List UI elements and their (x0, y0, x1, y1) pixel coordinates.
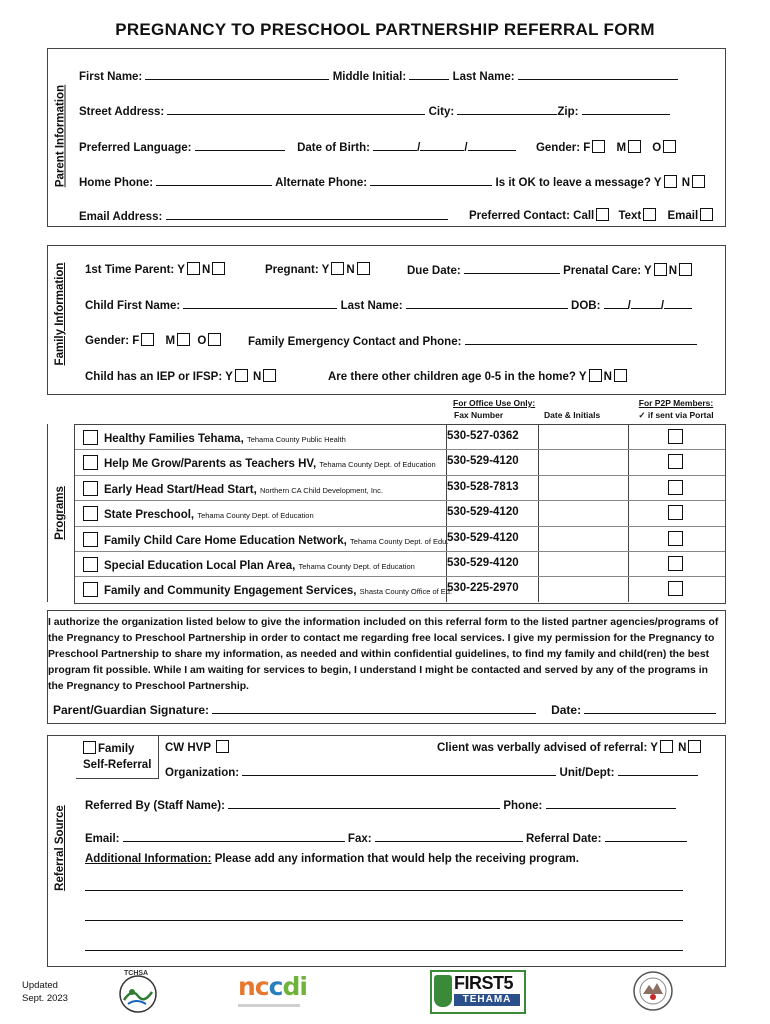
emergency-contact-label: Family Emergency Contact and Phone: (248, 336, 462, 348)
program-fax-number: 530-225-2970 (447, 582, 519, 595)
program-p2p-checkbox[interactable] (668, 454, 683, 469)
unit-field[interactable] (618, 764, 698, 776)
gender-o-checkbox[interactable] (663, 140, 676, 153)
first5-logo-hand-icon (434, 975, 452, 1007)
signature-row (53, 702, 716, 717)
additional-info-line-1[interactable] (85, 890, 683, 891)
additional-info-line-3[interactable] (85, 950, 683, 951)
program-p2p-checkbox[interactable] (668, 531, 683, 546)
other-children-y-checkbox[interactable] (589, 369, 602, 382)
program-fax-number: 530-527-0362 (447, 430, 519, 442)
middle-initial-field[interactable] (409, 68, 449, 80)
program-name-cell (83, 557, 415, 572)
referral-section-label: Referral Source (54, 805, 66, 891)
prenatal-label: Prenatal Care: Y (563, 265, 652, 277)
gender-m-label: M (616, 142, 627, 154)
program-name-separator: , (343, 534, 351, 547)
program-name-cell (83, 481, 383, 496)
additional-info-instructions: Please add any information that would help the receiving program. (214, 853, 579, 865)
parent-row-1 (79, 68, 678, 83)
parent-row-4 (79, 174, 707, 189)
street-field[interactable] (167, 103, 425, 115)
signature-date-field[interactable] (584, 702, 716, 714)
verbally-n-checkbox[interactable] (688, 740, 701, 753)
emergency-group (248, 333, 697, 348)
parent-row-5 (79, 208, 448, 223)
updated-date (22, 979, 68, 1005)
city-label: City: (428, 106, 455, 118)
program-organization: Tehama County Public Health (246, 435, 346, 444)
gender-o-label: O (652, 142, 662, 154)
iep-label: Child has an IEP or IFSP: Y (85, 371, 233, 383)
program-fax-number: 530-528-7813 (447, 480, 519, 493)
email-label: Email Address: (79, 211, 163, 223)
alt-phone-field[interactable] (370, 174, 492, 186)
program-row (75, 526, 725, 552)
due-date-group (407, 262, 694, 277)
verbally-advised-label: Client was verbally advised of referral: Y (437, 742, 658, 754)
child-dob-year-field[interactable] (664, 297, 692, 309)
message-n-label: N (681, 177, 691, 189)
message-y-checkbox[interactable] (664, 175, 677, 188)
family-section-label: Family Information (54, 262, 66, 366)
program-p2p-checkbox[interactable] (668, 505, 683, 520)
due-date-label: Due Date: (407, 265, 461, 277)
p2p-members-label: For P2P Members: (638, 398, 714, 408)
language-label: Preferred Language: (79, 142, 192, 154)
contact-email-label: Email (667, 210, 699, 222)
child-gender-label: Gender: F (85, 335, 140, 347)
verbally-y-checkbox[interactable] (660, 740, 673, 753)
gender-label: Gender: F (535, 142, 591, 154)
updated-label: Updated (22, 980, 58, 991)
cw-hvp-group (165, 740, 231, 754)
updated-date-value: Sept. 2023 (22, 993, 68, 1004)
prenatal-y-checkbox[interactable] (654, 263, 667, 276)
referral-date-label: Referral Date: (525, 833, 602, 845)
alt-phone-label: Alternate Phone: (275, 177, 368, 189)
referral-fax-field[interactable] (375, 830, 523, 842)
family-row-2 (85, 297, 692, 312)
dob-separator: / (417, 142, 421, 154)
program-p2p-checkbox[interactable] (668, 556, 683, 571)
referral-date-field[interactable] (605, 830, 687, 842)
verbally-n-label: N (678, 742, 687, 754)
pregnant-group (265, 262, 372, 276)
first-time-label: 1st Time Parent: Y (85, 264, 185, 276)
contact-text-label: Text (618, 210, 642, 222)
referral-email-row (85, 830, 687, 845)
other-children-label: Are there other children age 0-5 in the home? Y (328, 371, 587, 383)
shasta-county-seal (632, 970, 674, 1012)
program-fax-number: 530-529-4120 (447, 455, 519, 468)
first5-logo-title: FIRST5 (454, 973, 514, 993)
program-row (75, 424, 725, 450)
nccdi-logo-text-suffix: di (282, 972, 307, 1001)
family-row-4 (85, 369, 278, 383)
first5-logo-subtitle: TEHAMA (454, 994, 520, 1006)
first-time-n-label: N (201, 264, 211, 276)
program-name-separator: , (240, 433, 247, 445)
home-phone-field[interactable] (156, 174, 272, 186)
program-row (75, 576, 725, 601)
program-p2p-checkbox[interactable] (668, 581, 683, 596)
first-time-n-checkbox[interactable] (212, 262, 225, 275)
pregnant-y-checkbox[interactable] (331, 262, 344, 275)
referral-email-field[interactable] (123, 830, 345, 842)
organization-label: Organization: (165, 767, 240, 779)
p2p-sent-label: ✓ if sent via Portal (638, 410, 714, 420)
dob-day-field[interactable] (420, 139, 464, 151)
office-use-header (447, 397, 627, 421)
language-field[interactable] (195, 139, 285, 151)
referral-fax-label: Fax: (347, 833, 372, 845)
referred-by-label: Referred By (Staff Name): (85, 800, 225, 812)
program-organization: Tehama County Dept. of Edu. (350, 536, 449, 546)
date-initials-header: Date & Initials (544, 410, 601, 420)
child-last-name-label: Last Name: (340, 300, 403, 312)
emergency-contact-field[interactable] (465, 333, 697, 345)
program-name-cell (83, 582, 452, 597)
program-date-initials-field[interactable] (540, 477, 626, 497)
nccdi-logo-text-prefix: nc (238, 972, 269, 1001)
program-p2p-checkbox[interactable] (668, 429, 683, 444)
due-date-field[interactable] (464, 262, 560, 274)
referral-phone-field[interactable] (546, 797, 676, 809)
program-name-separator: , (353, 585, 360, 598)
program-select-checkbox[interactable] (83, 455, 98, 470)
gender-m-checkbox[interactable] (628, 140, 641, 153)
street-label: Street Address: (79, 106, 165, 118)
program-name: Family Child Care Home Education Network (104, 534, 344, 547)
message-n-checkbox[interactable] (692, 175, 705, 188)
prenatal-n-label: N (668, 265, 678, 277)
iep-n-label: N (253, 371, 262, 383)
program-row (75, 500, 725, 526)
pregnant-label: Pregnant: Y (265, 264, 330, 276)
program-organization: Tehama County Dept. of Education (197, 511, 314, 521)
pregnant-n-checkbox[interactable] (357, 262, 370, 275)
gender-f-checkbox[interactable] (592, 140, 605, 153)
zip-label: Zip: (557, 106, 579, 118)
nccdi-logo-child-icon: c (268, 972, 283, 1001)
program-name: Special Education Local Plan Area (104, 560, 293, 572)
program-fax-number: 530-529-4120 (447, 557, 519, 569)
form-title: PREGNANCY TO PRESCHOOL PARTNERSHIP REFERRAL FORM (115, 20, 655, 39)
county-seal-icon (632, 970, 674, 1012)
message-label: Is it OK to leave a message? Y (495, 177, 662, 189)
program-organization: Shasta County Office of Ed. (359, 587, 453, 597)
program-p2p-checkbox[interactable] (668, 480, 683, 495)
program-select-checkbox[interactable] (83, 481, 98, 496)
dob-month-field[interactable] (373, 139, 417, 151)
unit-label: Unit/Dept: (559, 767, 615, 779)
iep-y-checkbox[interactable] (235, 369, 248, 382)
child-dob-day-field[interactable] (631, 297, 661, 309)
last-name-field[interactable] (518, 68, 678, 80)
program-organization: Northern CA Child Development, Inc. (259, 485, 383, 495)
child-gender-m-label: M (165, 335, 176, 347)
organization-row (165, 764, 698, 779)
p2p-header (628, 397, 724, 421)
nccdi-logo-tagline-bar (238, 1004, 300, 1007)
parent-row-2 (79, 103, 670, 118)
program-name: State Preschool (104, 509, 191, 522)
signature-label: Parent/Guardian Signature: (53, 703, 210, 717)
zip-field[interactable] (582, 103, 670, 115)
parent-row-3 (79, 139, 678, 154)
program-row (75, 449, 725, 475)
program-name-cell (83, 430, 346, 445)
program-select-checkbox[interactable] (83, 506, 98, 521)
child-first-name-label: Child First Name: (85, 300, 181, 312)
first-name-label: First Name: (79, 71, 143, 83)
first5-logo (430, 970, 526, 1014)
program-name-cell (83, 506, 314, 521)
self-referral-checkbox[interactable] (83, 741, 96, 754)
signature-date-label: Date: (551, 703, 582, 717)
city-field[interactable] (457, 103, 557, 115)
dob-label: Date of Birth: (297, 142, 370, 154)
prenatal-n-checkbox[interactable] (679, 263, 692, 276)
dob-separator: / (464, 142, 468, 154)
program-select-checkbox[interactable] (83, 430, 98, 445)
home-phone-label: Home Phone: (79, 177, 154, 189)
parent-section-label: Parent Information (54, 84, 67, 188)
program-name-separator: , (190, 509, 198, 522)
self-referral-label-1: Family (98, 743, 135, 755)
child-dob-separator: / (660, 300, 665, 312)
child-dob-label: DOB: (571, 300, 601, 312)
child-gender-o-label: O (197, 335, 207, 347)
program-name: Early Head Start/Head Start (104, 483, 254, 496)
program-name-separator: , (253, 483, 260, 496)
email-field[interactable] (166, 208, 448, 220)
program-select-checkbox[interactable] (83, 532, 98, 547)
program-date-initials-field[interactable] (540, 528, 626, 548)
preferred-contact-group (469, 208, 715, 222)
child-gender-o-checkbox[interactable] (208, 333, 221, 346)
nccdi-logo (238, 972, 308, 1010)
other-children-n-label: N (603, 371, 612, 383)
program-date-initials-field[interactable] (540, 502, 626, 522)
additional-info-row (85, 853, 579, 865)
referral-phone-label: Phone: (503, 800, 543, 812)
tchsa-logo (116, 970, 160, 1014)
child-first-name-field[interactable] (183, 297, 337, 309)
program-row (75, 551, 725, 577)
additional-info-label: Additional Information: (85, 853, 212, 865)
contact-text-checkbox[interactable] (643, 208, 656, 221)
family-row-1 (85, 262, 227, 276)
program-fax-number: 530-529-4120 (447, 531, 519, 544)
program-organization: Tehama County Dept. of Education (319, 460, 436, 470)
family-self-referral (83, 741, 151, 773)
tchsa-logo-text: TCHSA (124, 970, 149, 977)
program-name-cell (83, 532, 448, 547)
program-name: Healthy Families Tehama (104, 433, 241, 445)
contact-label: Preferred Contact: Call (469, 210, 595, 222)
middle-initial-label: Middle Initial: (332, 71, 407, 83)
cw-hvp-checkbox[interactable] (216, 740, 229, 753)
contact-email-checkbox[interactable] (700, 208, 713, 221)
program-name-cell (83, 455, 436, 470)
authorization-text: I authorize the organization listed below to give the information included on this referral form to the listed partner agencies/programs of the Pregnancy to Preschool Partnership in order to contact me regarding free local services. I give my permission for the Pregnancy to Preschool Partnership to share my information, as needed and within confidential guidelines, to find my family and child(ren) the best program fit possible. While I am waiting for services to begin, I understand I might be contacted and served by any of the programs in the Pregnancy to Preschool Partnership. (48, 617, 719, 692)
referred-by-row (85, 797, 676, 812)
pregnant-n-label: N (346, 264, 355, 276)
programs-section-label: Programs (54, 486, 66, 540)
child-gender-m-checkbox[interactable] (177, 333, 190, 346)
program-select-checkbox[interactable] (83, 582, 98, 597)
signature-field[interactable] (212, 702, 536, 714)
contact-call-checkbox[interactable] (596, 208, 609, 221)
program-name-separator: , (292, 560, 299, 572)
program-date-initials-field[interactable] (540, 451, 626, 471)
program-select-checkbox[interactable] (83, 557, 98, 572)
cw-hvp-label: CW HVP (165, 742, 211, 754)
additional-info-line-2[interactable] (85, 920, 683, 921)
program-fax-number: 530-529-4120 (447, 506, 519, 519)
program-name: Family and Community Engagement Services (104, 585, 354, 598)
referred-by-field[interactable] (228, 797, 500, 809)
office-use-label: For Office Use Only: (453, 398, 536, 408)
family-row-3 (85, 333, 223, 347)
program-name: Help Me Grow/Parents as Teachers HV (104, 458, 314, 471)
self-referral-label-2: Self-Referral (83, 759, 152, 771)
program-row (75, 475, 725, 501)
child-dob-month-field[interactable] (604, 297, 628, 309)
dob-year-field[interactable] (468, 139, 516, 151)
other-children-n-checkbox[interactable] (614, 369, 627, 382)
referral-email-label: Email: (85, 833, 120, 845)
program-organization: Tehama County Dept. of Education (298, 562, 415, 571)
program-name-separator: , (313, 458, 320, 471)
organization-field[interactable] (242, 764, 556, 776)
program-date-initials-field[interactable] (540, 553, 626, 573)
child-gender-f-checkbox[interactable] (141, 333, 154, 346)
program-date-initials-field[interactable] (540, 578, 626, 598)
first-name-field[interactable] (145, 68, 329, 80)
child-dob-separator: / (627, 300, 631, 312)
first-time-y-checkbox[interactable] (187, 262, 200, 275)
last-name-label: Last Name: (452, 71, 515, 83)
program-date-initials-field[interactable] (540, 426, 626, 446)
iep-n-checkbox[interactable] (263, 369, 276, 382)
verbally-advised-group (437, 740, 703, 754)
other-children-group (328, 369, 629, 383)
fax-number-header: Fax Number (454, 410, 504, 420)
child-last-name-field[interactable] (406, 297, 568, 309)
